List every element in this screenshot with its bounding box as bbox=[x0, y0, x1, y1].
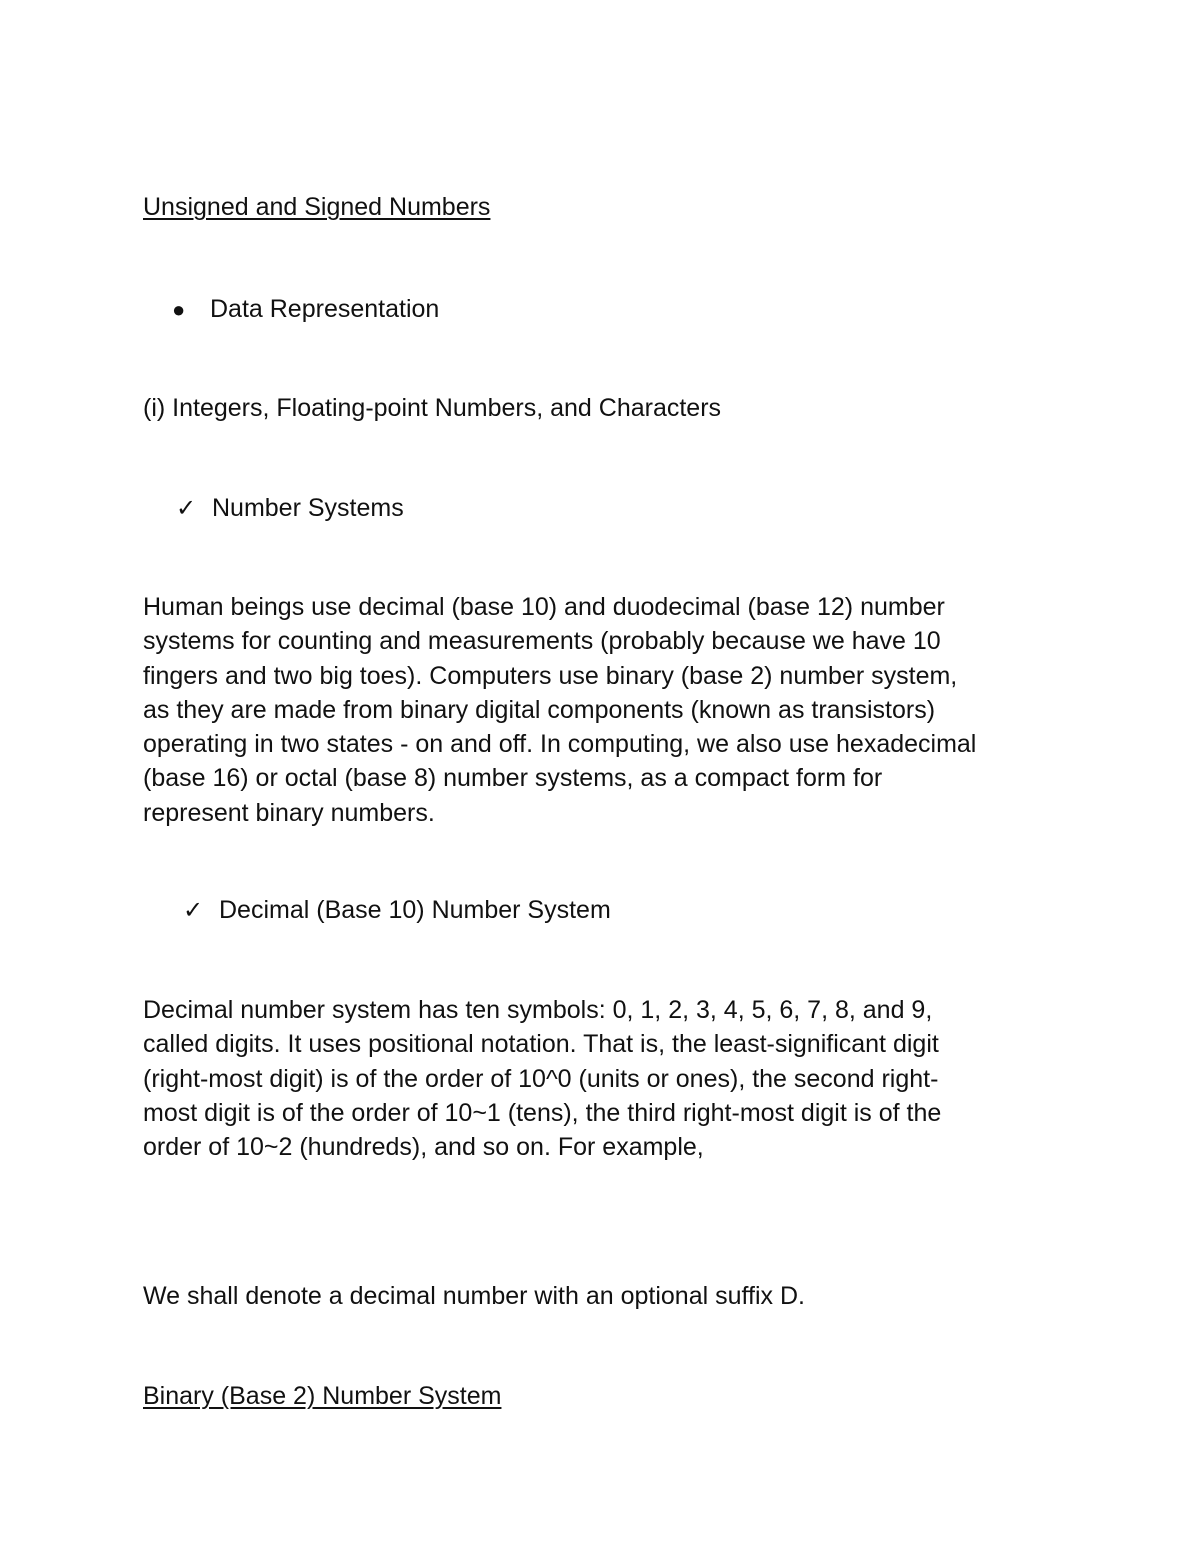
paragraph-line: fingers and two big toes). Computers use binary (base 2) number system, bbox=[143, 661, 958, 690]
check-item-label: Decimal (Base 10) Number System bbox=[219, 896, 611, 924]
paragraph-line: called digits. It uses positional notation. That is, the least-significant digit bbox=[143, 1030, 939, 1059]
checkmark-icon: ✓ bbox=[176, 495, 197, 522]
check-item-decimal-system bbox=[183, 893, 611, 928]
document-title: Unsigned and Signed Numbers bbox=[143, 193, 491, 221]
bullet-item-label: Data Representation bbox=[210, 295, 440, 323]
paragraph-line: (right-most digit) is of the order of 10^0 (units or ones), the second right- bbox=[143, 1064, 939, 1093]
paragraph-line: as they are made from binary digital components (known as transistors) bbox=[143, 695, 936, 724]
paragraph-suffix-note: We shall denote a decimal number with an optional suffix D. bbox=[143, 1282, 805, 1310]
paragraph-line: order of 10~2 (hundreds), and so on. For example, bbox=[143, 1133, 704, 1162]
paragraph-line: operating in two states - on and off. In computing, we also use hexadecimal bbox=[143, 730, 977, 759]
paragraph-line: systems for counting and measurements (probably because we have 10 bbox=[143, 627, 941, 656]
bullet-item-data-representation bbox=[172, 292, 439, 327]
paragraph-line: (base 16) or octal (base 8) number systems, as a compact form for bbox=[143, 764, 883, 793]
checkmark-icon: ✓ bbox=[183, 897, 204, 924]
paragraph-number-systems bbox=[143, 590, 1083, 830]
check-item-number-systems bbox=[176, 491, 404, 526]
paragraph-line: most digit is of the order of 10~1 (tens), the third right-most digit is of the bbox=[143, 1098, 942, 1127]
bullet-dot-icon: ● bbox=[172, 297, 186, 322]
paragraph-line: Human beings use decimal (base 10) and duodecimal (base 12) number bbox=[143, 593, 945, 621]
section-heading-binary: Binary (Base 2) Number System bbox=[143, 1382, 502, 1410]
paragraph-line: Decimal number system has ten symbols: 0, 1, 2, 3, 4, 5, 6, 7, 8, and 9, bbox=[143, 996, 933, 1024]
check-item-label: Number Systems bbox=[212, 494, 404, 522]
paragraph-line: represent binary numbers. bbox=[143, 798, 435, 827]
subheading-data-types: (i) Integers, Floating-point Numbers, and Characters bbox=[143, 394, 722, 422]
paragraph-decimal-system bbox=[143, 993, 1083, 1164]
